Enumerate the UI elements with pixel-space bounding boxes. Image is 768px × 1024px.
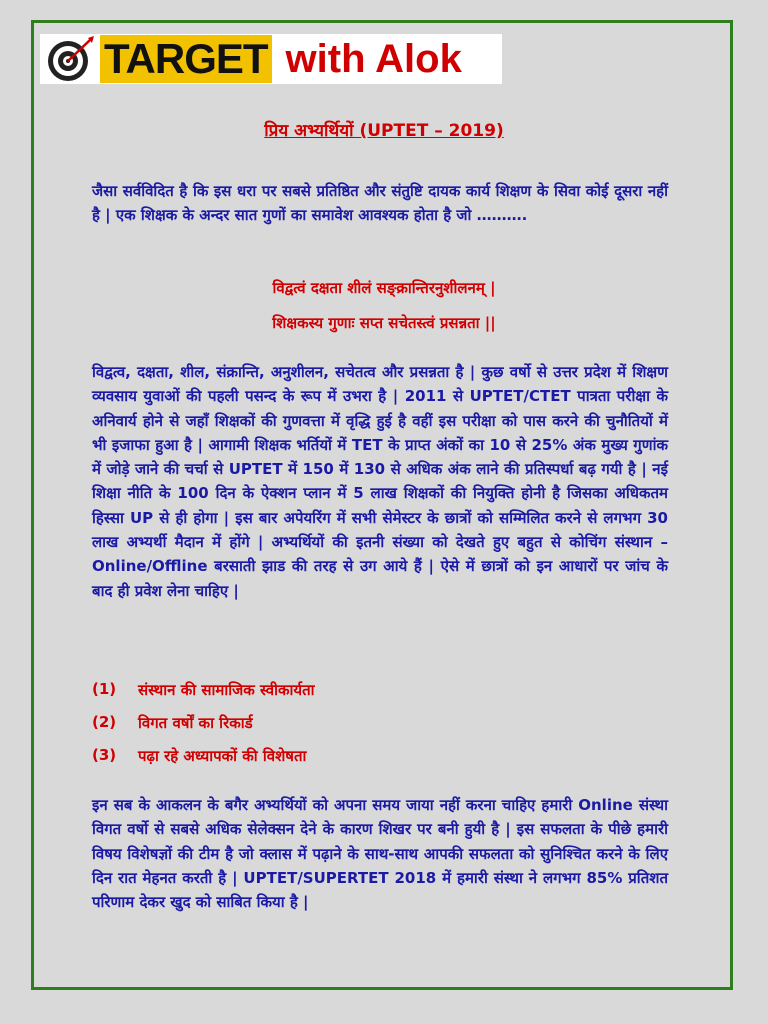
closing-paragraph: इन सब के आकलन के बगैर अभ्यर्थियों को अपना समय जाया नहीं करना चाहिए हमारी Online संस्था विगत वर्षो से सबसे अधिक सेलेक्सन देने के कारण शिखर पर बनी हुयी है | इस सफलता के पीछे हमारी विषय विशेषज्ञों की टीम है जो क्लास में पढ़ाने के साथ-साथ आपकी सफलता को सुनिश्चित करने के लिए दिन रात मेहनत करती है | UPTET/SUPERTET 2018 में हमारी संस्था ने लगभग 85% प्रतिशत परिणाम देकर खुद को साबित किया है | bbox=[92, 796, 668, 912]
body-paragraph: विद्वत्व, दक्षता, शील, संक्रान्ति, अनुशीलन, सचेतत्व और प्रसन्नता है | कुछ वर्षो से उत्तर प्रदेश में शिक्षण व्यवसाय युवाओं की पहली पसन्द के रूप में उभरा है | 2011 से UPTET/CTET पात्रता परीक्षा के अनिवार्य होने से जहाँ शिक्षकों की गुणवत्ता में वृद्धि हुई है वहीं इस परीक्षा को पास करने की चुनौतियों में भी इजाफा हुआ है | आगामी शिक्षक भर्तियों में TET के प्राप्त अंकों का 10 से 25% अंक मुख्य गुणांक में जोड़े जाने की चर्चा से UPTET में 150 में 130 से अधिक अंक लाने की प्रतिस्पर्धा बढ़ गयी है | नई शिक्षा नीति के 100 दिन के ऐक्शन प्लान में 5 लाख शिक्षकों की नियुक्ति होनी है जिसका अधिकतम हिस्सा UP से ही होगा | इस बार अपेयरिंग में सभी सेमेस्टर के छात्रों को सम्मिलित करने से लगभग 30 लाख अभ्यर्थी मैदान में होंगे | अभ्यर्थियों की इतनी संख्या को देखते हुए बहुत से कोचिंग संस्थान – Online/Offline बरसाती झाड की तरह से उग आये हैं | ऐसे में छात्रों को इन आधारों पर जांच के बाद ही प्रवेश लेना चाहिए | bbox=[92, 363, 668, 600]
list-item-number: (1) bbox=[92, 680, 117, 698]
list-item bbox=[92, 746, 652, 779]
logo-text-target: TARGET bbox=[100, 35, 272, 83]
page-title: प्रिय अभ्यर्थियों (UPTET – 2019) bbox=[264, 121, 504, 141]
logo-banner bbox=[40, 34, 502, 84]
list-item-text: पढ़ा रहे अध्यापकों की विशेषता bbox=[138, 747, 307, 765]
sanskrit-verse-line-1: विद्वत्वं दक्षता शीलं सङ्क्रान्तिरनुशीलनम् | bbox=[272, 279, 496, 297]
list-item bbox=[92, 713, 652, 746]
list-item bbox=[92, 680, 652, 713]
list-item-text: संस्थान की सामाजिक स्वीकार्यता bbox=[138, 681, 315, 699]
list-item-text: विगत वर्षों का रिकार्ड bbox=[138, 714, 253, 732]
target-icon bbox=[44, 34, 96, 84]
intro-paragraph: जैसा सर्वविदित है कि इस धरा पर सबसे प्रतिष्ठित और संतुष्टि दायक कार्य शिक्षण के सिवा कोई दूसरा नहीं है | एक शिक्षक के अन्दर सात गुणों का समावेश आवश्यक होता है जो ………. bbox=[92, 182, 668, 225]
logo-text-with-alok: with Alok bbox=[285, 37, 462, 81]
list-item-number: (3) bbox=[92, 746, 117, 764]
list-item-number: (2) bbox=[92, 713, 117, 731]
criteria-list bbox=[92, 680, 652, 779]
sanskrit-verse-line-2: शिक्षकस्य गुणाः सप्त सचेतस्त्वं प्रसन्नता || bbox=[272, 314, 496, 332]
